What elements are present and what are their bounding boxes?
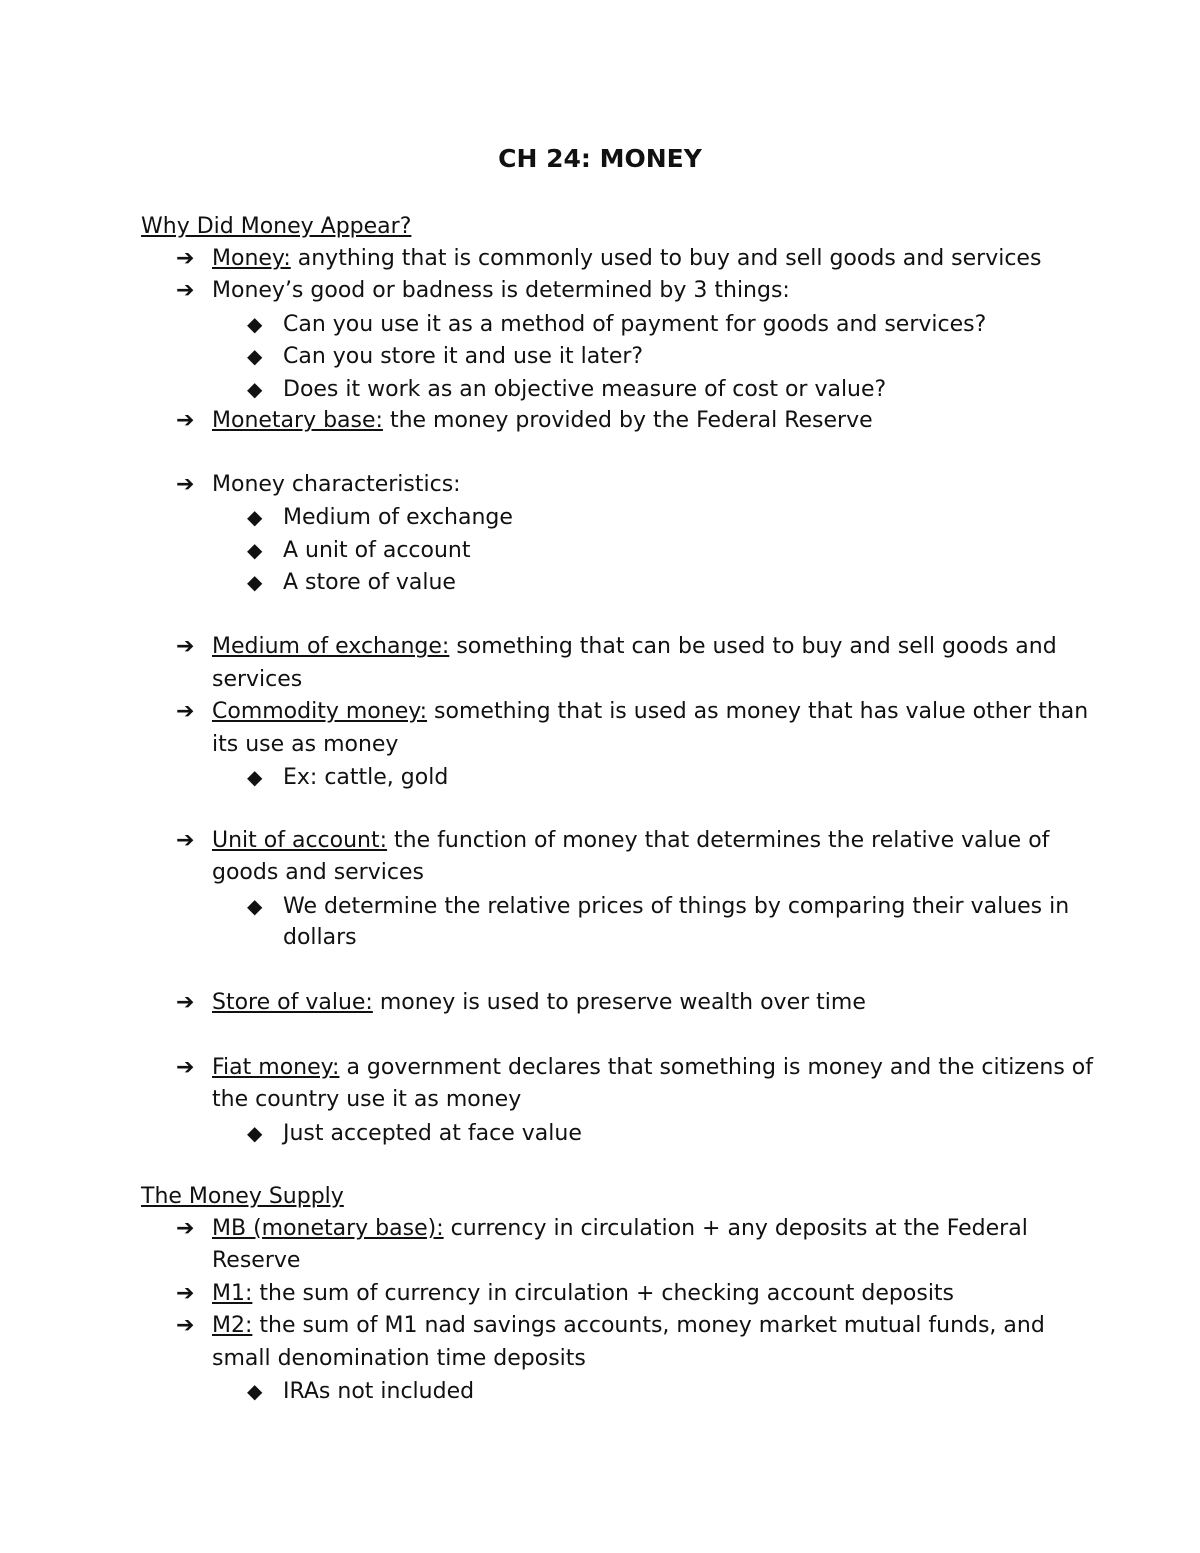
list-item xyxy=(176,405,873,437)
sub-list-text: Medium of exchange xyxy=(283,505,513,530)
sub-list-item xyxy=(247,890,1069,923)
sub-list-text: Just accepted at face value xyxy=(283,1121,582,1146)
sub-list-text: We determine the relative prices of things by comparing their values in xyxy=(283,894,1070,919)
diamond-icon: ◆ xyxy=(247,538,263,562)
sub-list-item xyxy=(247,1117,582,1150)
diamond-icon: ◆ xyxy=(247,1379,263,1403)
diamond-icon: ◆ xyxy=(247,312,263,336)
sub-list-text: IRAs not included xyxy=(283,1379,475,1404)
list-text: Money characteristics: xyxy=(212,472,461,497)
sub-list-item xyxy=(247,308,986,341)
definition-continuation: small denomination time deposits xyxy=(212,1346,586,1371)
list-item xyxy=(176,1052,1093,1084)
arrow-icon: ➔ xyxy=(176,699,195,724)
definition: a government declares that something is money and the citizens of xyxy=(339,1055,1093,1080)
list-item xyxy=(176,469,461,501)
definition: money is used to preserve wealth over time xyxy=(372,990,866,1015)
arrow-icon: ➔ xyxy=(176,990,195,1015)
term-commodity-money: Commodity money: xyxy=(212,699,428,724)
definition-continuation: its use as money xyxy=(212,732,399,757)
diamond-icon: ◆ xyxy=(247,344,263,368)
sub-list-item xyxy=(247,340,643,373)
sub-list-item xyxy=(247,761,448,794)
list-item xyxy=(176,275,790,307)
arrow-icon: ➔ xyxy=(176,1281,195,1306)
list-item xyxy=(176,243,1041,275)
term-m2: M2: xyxy=(212,1313,253,1338)
sub-list-item xyxy=(247,534,471,567)
list-item xyxy=(176,631,1057,663)
sub-list-text: Can you store it and use it later? xyxy=(283,344,644,369)
sub-list-text: Ex: cattle, gold xyxy=(283,765,449,790)
definition-continuation: goods and services xyxy=(212,860,424,885)
term-m1: M1: xyxy=(212,1281,253,1306)
arrow-icon: ➔ xyxy=(176,408,195,433)
diamond-icon: ◆ xyxy=(247,894,263,918)
list-text: Money’s good or badness is determined by 3 things: xyxy=(212,278,790,303)
arrow-icon: ➔ xyxy=(176,828,195,853)
diamond-icon: ◆ xyxy=(247,570,263,594)
term-fiat-money: Fiat money: xyxy=(212,1055,340,1080)
list-item xyxy=(176,1278,954,1310)
diamond-icon: ◆ xyxy=(247,1121,263,1145)
definition: anything that is commonly used to buy and sell goods and services xyxy=(290,246,1042,271)
definition-continuation: Reserve xyxy=(212,1248,301,1273)
list-item xyxy=(176,1213,1028,1245)
arrow-icon: ➔ xyxy=(176,1313,195,1338)
sub-list-item xyxy=(247,1375,474,1408)
term-store-of-value: Store of value: xyxy=(212,990,373,1015)
diamond-icon: ◆ xyxy=(247,765,263,789)
arrow-icon: ➔ xyxy=(176,472,195,497)
sub-list-text: Can you use it as a method of payment for goods and services? xyxy=(283,312,987,337)
diamond-icon: ◆ xyxy=(247,505,263,529)
term-money: Money: xyxy=(212,246,291,271)
sub-list-item xyxy=(247,566,456,599)
list-item xyxy=(176,1310,1045,1342)
page-title: CH 24: MONEY xyxy=(498,144,702,173)
definition: the sum of M1 nad savings accounts, money market mutual funds, and xyxy=(252,1313,1045,1338)
section-heading-money-supply: The Money Supply xyxy=(141,1184,344,1209)
term-mb: MB (monetary base): xyxy=(212,1216,444,1241)
definition-continuation: the country use it as money xyxy=(212,1087,522,1112)
definition-continuation: services xyxy=(212,667,303,692)
list-item xyxy=(176,987,866,1019)
definition: something that is used as money that has value other than xyxy=(427,699,1089,724)
sub-list-text: A unit of account xyxy=(283,538,471,563)
section-heading-why-money: Why Did Money Appear? xyxy=(141,214,412,239)
list-item xyxy=(176,825,1049,857)
definition: the function of money that determines the relative value of xyxy=(387,828,1050,853)
definition: something that can be used to buy and sell goods and xyxy=(449,634,1057,659)
arrow-icon: ➔ xyxy=(176,278,195,303)
definition: the money provided by the Federal Reserve xyxy=(382,408,873,433)
sub-list-continuation: dollars xyxy=(283,925,357,950)
sub-list-text: A store of value xyxy=(283,570,456,595)
arrow-icon: ➔ xyxy=(176,1216,195,1241)
sub-list-item xyxy=(247,373,886,406)
definition: currency in circulation + any deposits at the Federal xyxy=(443,1216,1028,1241)
arrow-icon: ➔ xyxy=(176,246,195,271)
list-item xyxy=(176,696,1088,728)
diamond-icon: ◆ xyxy=(247,377,263,401)
sub-list-item xyxy=(247,501,513,534)
arrow-icon: ➔ xyxy=(176,1055,195,1080)
arrow-icon: ➔ xyxy=(176,634,195,659)
term-unit-of-account: Unit of account: xyxy=(212,828,388,853)
term-monetary-base: Monetary base: xyxy=(212,408,383,433)
definition: the sum of currency in circulation + checking account deposits xyxy=(252,1281,955,1306)
sub-list-text: Does it work as an objective measure of cost or value? xyxy=(283,377,887,402)
term-medium-of-exchange: Medium of exchange: xyxy=(212,634,450,659)
